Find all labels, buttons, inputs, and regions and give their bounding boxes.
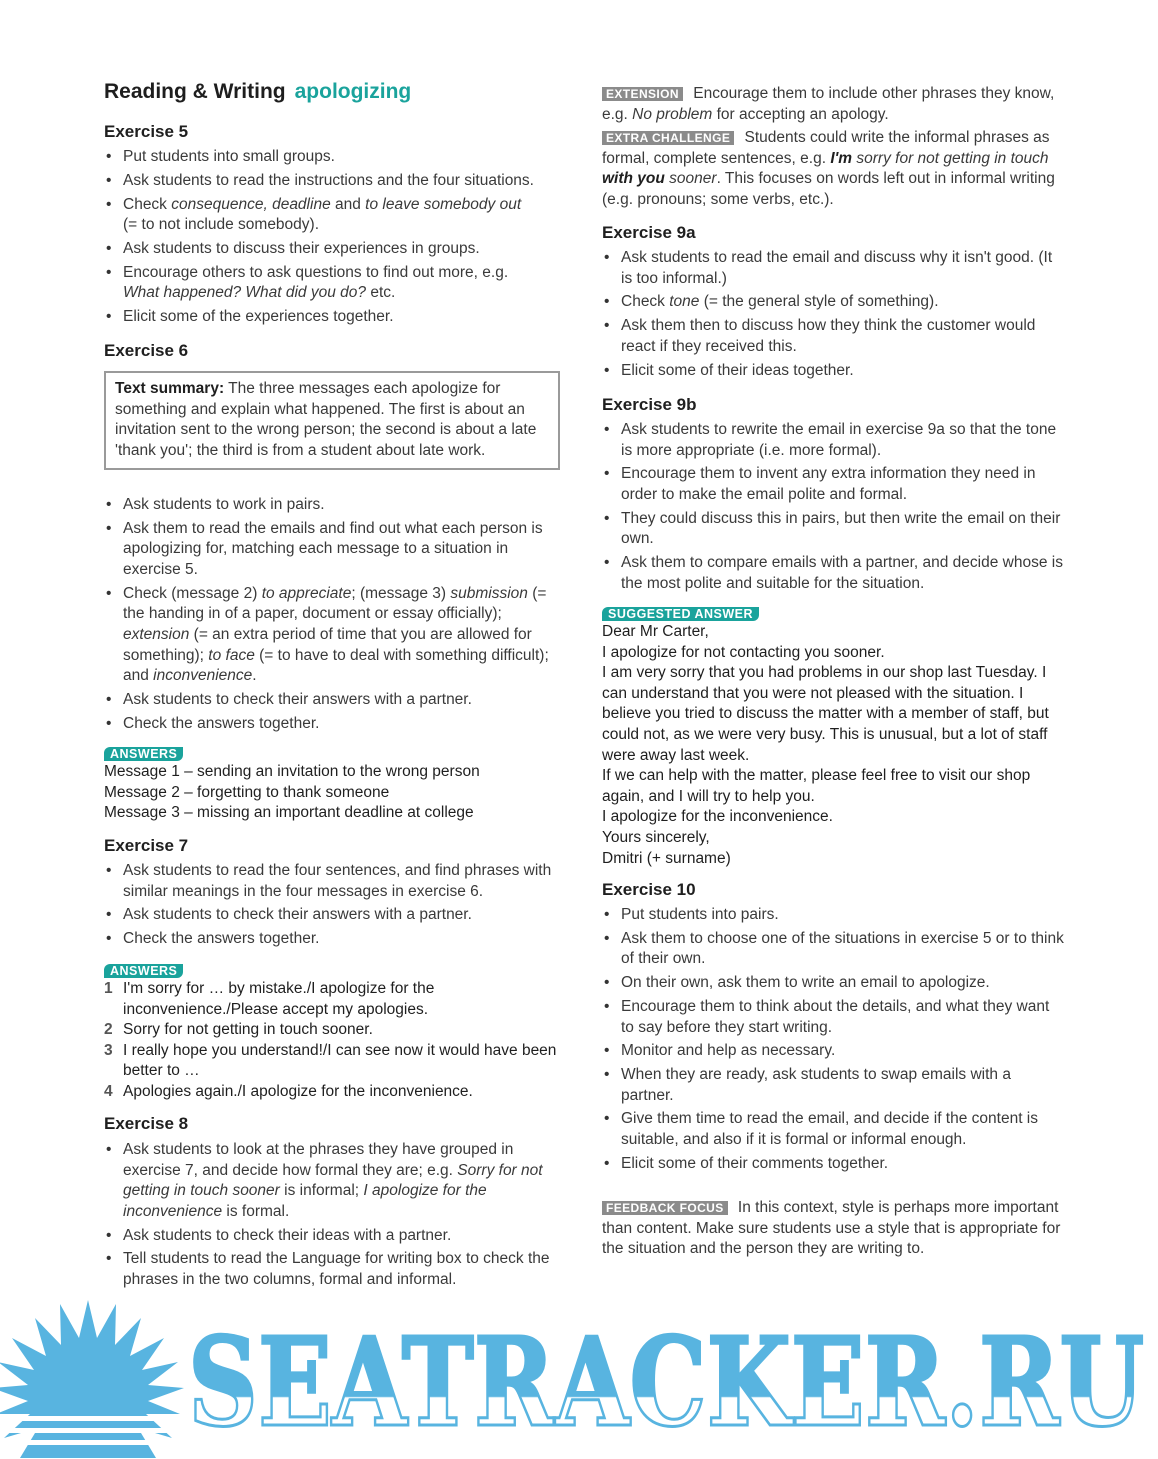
exercise-8-heading: Exercise 8 [104,1114,189,1133]
page-title [104,82,411,103]
item-text: (= the handing in of a paper, document or essay officially); [123,584,547,623]
exercise-9b-list [602,420,1064,598]
item-text: . [252,667,257,685]
item-text: Elicit some of their comments together. [621,1154,889,1172]
list-item [104,239,566,260]
item-text: Ask students to check their answers with a partner. [123,906,472,924]
list-item [104,690,566,711]
list-item [602,248,1064,289]
item-italic: I apologize for the inconvenience [123,1182,487,1220]
item-text: (= to have to deal with something difficult); and [123,646,549,685]
exercise-8-list [104,1140,566,1294]
email-line: Dear Mr Carter, [602,623,709,640]
item-text: (= an extra period of time that you are allowed for something); [123,625,532,664]
item-italic: consequence, deadline [171,195,331,213]
extension-paragraph [602,84,1064,125]
item-italic: to face [208,646,255,664]
item-italic: Sorry for not getting in touch sooner [123,1161,543,1200]
item-text: Check [621,293,670,311]
item-italic: submission [450,584,528,602]
email-line: If we can help with the matter, please feel free to visit our shop again, and I will try to help you. [602,767,1031,805]
list-item [104,1140,566,1222]
list-item [104,519,566,581]
item-text: ; (message 3) [351,584,451,602]
list-item [602,464,1064,505]
item-text: Ask students to look at the phrases they have grouped in exercise 7, and decide how formal they are; e.g. [123,1141,514,1179]
item-text: Encourage others to ask questions to find out more, e.g. [123,263,509,281]
item-italic: inconvenience [153,667,253,685]
exercise-9b-heading: Exercise 9b [602,395,697,414]
list-item [602,509,1064,550]
suggested-answer-email [602,622,1064,869]
email-line: I apologize for the inconvenience. [602,808,833,826]
list-item [104,147,566,168]
feedback-focus-tag: FEEDBACK FOCUS [602,1201,728,1215]
item-italic: What happened? What did you do? [123,284,367,302]
item-text: etc. [366,284,396,302]
item-text: They could discuss this in pairs, but then write the email on their own. [621,509,1061,548]
answer-number: 1 [104,980,113,997]
item-text: Check [123,195,172,213]
answer-line: Message 1 – sending an invitation to the wrong person [104,763,480,780]
item-text: is formal. [222,1202,290,1220]
exercise-7-list [104,861,566,953]
page-title-main: Reading & Writing [104,80,286,103]
item-text: Ask students to read the email and discuss why it isn't good. (It is too informal.) [621,249,1053,287]
list-item [602,929,1064,970]
exercise-10-list [602,905,1064,1178]
list-item [104,905,566,926]
para-italic: sorry for not getting in touch [852,149,1049,167]
list-item [104,929,566,950]
list-item [104,1226,566,1247]
answers-tag-label: ANSWERS [104,747,183,761]
email-line: I am very sorry that you had problems in our shop last Tuesday. I can understand that you were not pleased with the situation. I believe you tried to discuss the matter with a member of staff, but could not, as we were very busy. This is unusual, but a lot of staff were away last week. [602,664,1049,764]
item-text: Ask students to discuss their experiences in groups. [123,239,480,257]
para-text: for accepting an apology. [712,105,889,123]
list-item [602,1154,1064,1175]
extra-challenge-paragraph [602,128,1064,210]
email-line: Dmitri (+ surname) [602,849,731,867]
item-text: Check (message 2) [123,584,262,602]
item-text: Monitor and help as necessary. [621,1042,836,1060]
item-text: (= the general style of something). [699,293,939,311]
list-item [602,1109,1064,1150]
item-italic: extension [123,625,190,643]
page-title-accent: apologizing [294,80,412,103]
list-item [602,905,1064,926]
exercise-6-heading: Exercise 6 [104,341,189,360]
item-text: Ask students to rewrite the email in exercise 9a so that the tone is more appropriate (i.e. more formal). [621,421,1057,459]
summary-text: The three messages each apologize for something and explain what happened. The first is about an invitation sent to the wrong person; the second is about a late 'thank you'; the third is from a student about late work. [115,380,537,459]
item-text: Elicit some of the experiences together. [123,308,394,326]
exercise-7-heading: Exercise 7 [104,836,189,855]
item-italic: to leave somebody out [365,195,522,213]
item-text: Check the answers together. [123,714,320,732]
extension-tag: EXTENSION [602,87,683,101]
item-text: Check the answers together. [123,930,320,948]
list-item [104,195,566,236]
list-item [104,1082,566,1103]
exercise-10-heading: Exercise 10 [602,880,696,899]
item-italic: tone [669,293,700,311]
extra-challenge-tag: EXTRA CHALLENGE [602,131,734,145]
list-item [602,973,1064,994]
item-text: Encourage them to think about the details, and what they want to say before they start writing. [621,997,1050,1036]
para-italic: No problem [632,105,713,123]
item-text: and [330,195,366,213]
answer-number: 4 [104,1082,113,1100]
exercise-6-list [104,495,566,737]
list-item [602,1041,1064,1062]
item-italic: to appreciate [261,584,352,602]
sun-logo-icon [0,1300,184,1458]
list-item [104,979,566,1020]
list-item [104,1041,566,1082]
item-text: On their own, ask them to write an email to apologize. [621,974,990,992]
exercise-9a-list [602,248,1064,384]
item-text: is informal; [279,1182,364,1200]
item-text: Tell students to read the Language for writing box to check the phrases in the two columns, formal and informal. [123,1250,550,1288]
para-text: Students could write the informal phrases as formal, complete sentences, e.g. [602,129,1050,167]
para-text: In this context, style is perhaps more important than content. Make sure students use a style that is appropriate for the situation and the person they are writing to. [602,1199,1061,1258]
list-item [104,1020,566,1041]
text-summary-box [104,371,560,470]
watermark [0,1290,1158,1459]
answer-line: Message 3 – missing an important deadline at college [104,804,474,822]
list-item [104,714,566,735]
watermark-text: SEATRACKER.RU [188,1310,1144,1454]
para-italic: sooner [664,170,717,188]
item-text: Ask them to read the emails and find out what each person is apologizing for, matching each message to a situation in exercise 5. [123,519,543,578]
item-text: Give them time to read the email, and decide if the content is suitable, and also if it is formal or informal enough. [621,1110,1039,1149]
item-text: Ask students to check their answers with a partner. [123,690,472,708]
item-text: Ask students to read the four sentences, and find phrases with similar meanings in the four messages in exercise 6. [123,862,552,900]
list-item [104,171,566,192]
answer-text: I really hope you understand!/I can see now it would have been better to … [123,1041,557,1080]
item-text: When they are ready, ask students to swap emails with a partner. [621,1066,1011,1104]
para-bold-italic: I'm [830,149,853,167]
feedback-focus-paragraph [602,1198,1064,1260]
para-bold-italic: with you [602,170,665,188]
item-text: Ask them then to discuss how they think the customer would react if they received this. [621,317,1036,355]
list-item [602,553,1064,594]
answer-number: 3 [104,1041,113,1059]
list-item [104,861,566,902]
exercise-5-heading: Exercise 5 [104,122,189,141]
answers-tag-label: ANSWERS [104,964,183,978]
email-line: Yours sincerely, [602,828,710,846]
exercise-6-answers [104,762,566,824]
answer-line: Message 2 – forgetting to thank someone [104,783,390,801]
para-text: . This focuses on words left out in informal writing (e.g. pronouns; some verbs, etc.). [602,170,1055,208]
answer-number: 2 [104,1021,113,1039]
answer-text: Apologies again./I apologize for the inconvenience. [123,1082,473,1100]
item-text: Elicit some of their ideas together. [621,361,854,379]
summary-label: Text summary: [115,380,225,397]
list-item [104,1249,566,1290]
list-item [104,584,566,687]
list-item [602,997,1064,1038]
item-text: Ask students to check their ideas with a partner. [123,1226,452,1244]
list-item [104,307,566,328]
list-item [602,1065,1064,1106]
exercise-7-answers [104,979,566,1103]
suggested-answer-label: SUGGESTED ANSWER [602,607,759,621]
item-text: (= to not include somebody). [123,216,320,234]
item-text: Encourage them to invent any extra information they need in order to make the email polite and formal. [621,465,1036,503]
answer-text: Sorry for not getting in touch sooner. [123,1021,373,1039]
para-text: Encourage them to include other phrases they know, e.g. [602,85,1055,123]
item-text: Ask students to work in pairs. [123,496,325,513]
exercise-9a-heading: Exercise 9a [602,223,696,242]
list-item [602,316,1064,357]
item-text: Put students into pairs. [621,906,779,923]
list-item [602,292,1064,313]
list-item [602,420,1064,461]
email-line: I apologize for not contacting you sooner. [602,643,885,661]
item-text: Ask them to choose one of the situations in exercise 5 or to think of their own. [621,929,1064,968]
list-item [104,263,566,304]
answer-text: I'm sorry for … by mistake./I apologize for the inconvenience./Please accept my apologies. [123,980,435,1018]
list-item [104,495,566,516]
item-text: Ask students to read the instructions and the four situations. [123,171,534,189]
item-text: Ask them to compare emails with a partner, and decide whose is the most polite and suitable for the situation. [621,554,1063,592]
item-text: Put students into small groups. [123,148,335,165]
exercise-5-list [104,147,566,331]
list-item [602,361,1064,382]
